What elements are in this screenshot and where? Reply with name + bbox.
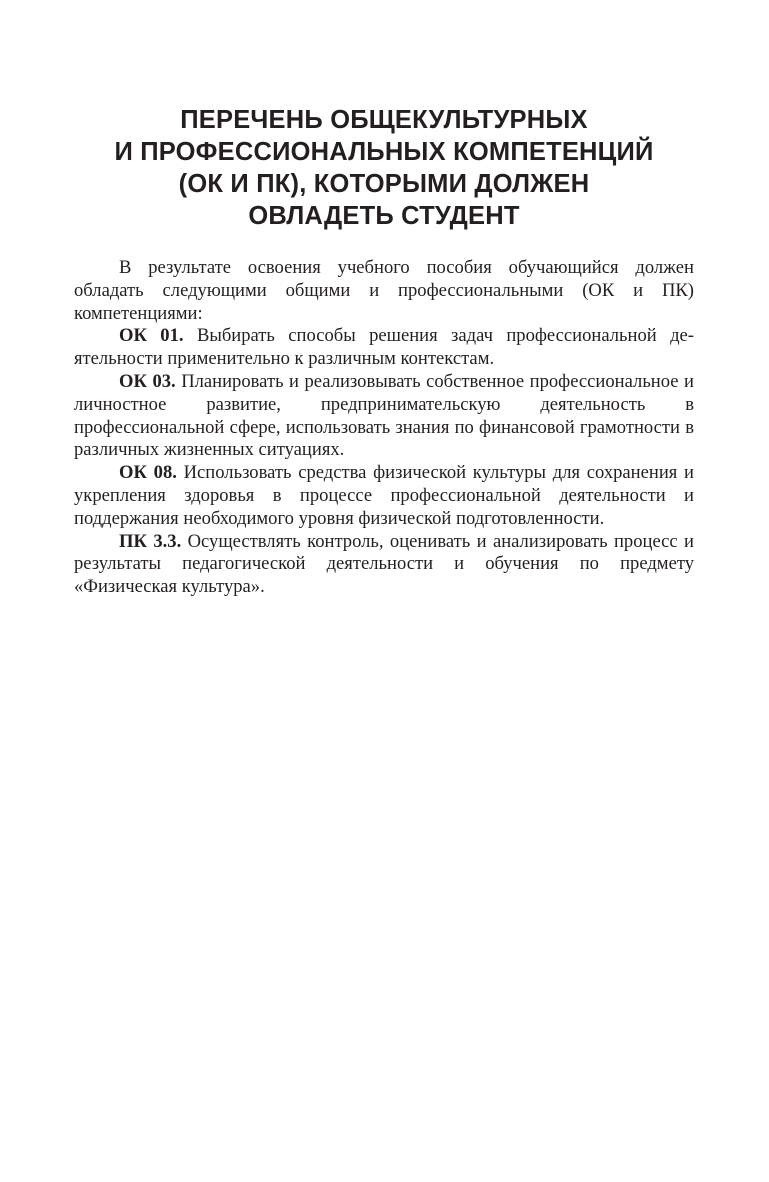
title-line-4: ОВЛАДЕТЬ СТУДЕНТ bbox=[248, 202, 520, 230]
competency-code: ОК 01. bbox=[119, 325, 184, 347]
document-body bbox=[74, 257, 694, 599]
title-line-2: И ПРОФЕССИОНАЛЬНЫХ КОМПЕТЕНЦИЙ bbox=[114, 138, 654, 166]
intro-paragraph: В результате освоения учебного пособия обучающийся должен обладать следующими общими и профессиональными (ОК и ПК) компетенциями: bbox=[74, 257, 694, 324]
competency-code: ОК 03. bbox=[119, 370, 176, 392]
page bbox=[74, 104, 694, 599]
title-line-1: ПЕРЕЧЕНЬ ОБЩЕКУЛЬТУРНЫХ bbox=[180, 106, 588, 134]
competency-ok-01 bbox=[74, 325, 694, 371]
competency-text: Осуществлять контроль, оценивать и анализировать процесс и результаты педагогической деятельности и обучения по предмету «Физическая культура». bbox=[74, 530, 695, 598]
competency-code: ПК 3.3. bbox=[119, 530, 182, 552]
competency-text: Выбирать способы решения задач профессиональной деятельности применительно к различным контекстам. bbox=[74, 325, 694, 370]
competency-ok-03 bbox=[74, 371, 694, 462]
competency-text: Использовать средства физической культуры для сохранения и укрепления здоровья в процессе профессиональной деятельности и поддержания необходимого уровня физической подготовленности. bbox=[74, 462, 694, 529]
competency-ok-08 bbox=[74, 462, 694, 530]
competency-text: Планировать и реализовывать собственное профессиональное и личностное развитие, предпринимательскую деятельность в профессиональной сфере, использовать знания по финансовой грамотности в различных жизненных ситуациях. bbox=[74, 370, 694, 461]
title-line-3: (ОК И ПК), КОТОРЫМИ ДОЛЖЕН bbox=[178, 170, 590, 198]
competency-code: ОК 08. bbox=[119, 462, 177, 484]
page-title bbox=[74, 104, 694, 232]
competency-pk-3-3 bbox=[74, 531, 694, 599]
